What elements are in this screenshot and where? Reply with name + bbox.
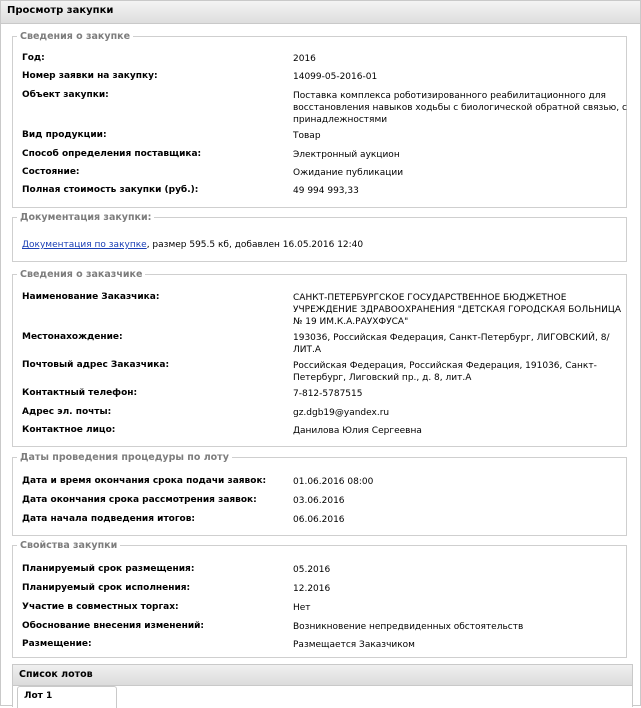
planned-placement-label: Планируемый срок размещения: — [22, 564, 195, 574]
planned-execution-value: 12.2016 — [293, 584, 331, 594]
year-label: Год: — [22, 53, 45, 63]
documentation-legend: Документация закупки: — [20, 212, 152, 223]
review-deadline-label: Дата окончания срока рассмотрения заявок: — [22, 495, 257, 505]
results-date-value: 06.06.2016 — [293, 515, 345, 525]
customer-section — [12, 269, 627, 447]
placement-value: Размещается Заказчиком — [293, 640, 415, 650]
planned-execution-label: Планируемый срок исполнения: — [22, 583, 191, 593]
joint-tenders-label: Участие в совместных торгах: — [22, 602, 179, 612]
email-label: Адрес эл. почты: — [22, 407, 112, 417]
lots-panel — [12, 664, 633, 707]
phone-value: 7-812-5787515 — [293, 389, 363, 399]
phone-label: Контактный телефон: — [22, 388, 138, 398]
request-number-label: Номер заявки на закупку: — [22, 71, 158, 81]
supplier-method-value: Электронный аукцион — [293, 150, 400, 160]
planned-placement-value: 05.2016 — [293, 565, 331, 575]
documentation-link[interactable]: Документация по закупке — [22, 240, 147, 250]
properties-section — [12, 540, 627, 658]
email-value: gz.dgb19@yandex.ru — [293, 408, 390, 418]
documentation-line — [22, 240, 363, 250]
postal-address-label: Почтовый адрес Заказчика: — [22, 360, 170, 370]
postal-address-value: Российская Федерация, Российская Федерация, 191036, Санкт-Петербург, Лиговский пр., д. 8, лит.А — [293, 361, 597, 383]
state-label: Состояние: — [22, 167, 80, 177]
customer-name-value: САНКТ-ПЕТЕРБУРГСКОЕ ГОСУДАРСТВЕННОЕ БЮДЖЕТНОЕ УЧРЕЖДЕНИЕ ЗДРАВООХРАНЕНИЯ "ДЕТСКАЯ ГОРОДСКАЯ БОЛЬНИЦА № 19 ИМ.К.А.РАУХФУСА" — [293, 293, 621, 327]
placement-label: Размещение: — [22, 639, 92, 649]
total-cost-value: 49 994 993,33 — [293, 186, 359, 196]
joint-tenders-value: Нет — [293, 603, 311, 613]
dates-legend: Даты проведения процедуры по лоту — [20, 452, 229, 463]
product-type-label: Вид продукции: — [22, 130, 107, 140]
results-date-label: Дата начала подведения итогов: — [22, 514, 196, 524]
contact-person-label: Контактное лицо: — [22, 425, 116, 435]
year-value: 2016 — [293, 54, 316, 64]
dates-section — [12, 452, 627, 536]
customer-legend: Сведения о заказчике — [20, 269, 143, 280]
change-reason-value: Возникновение непредвиденных обстоятельств — [293, 622, 524, 632]
customer-name-label: Наименование Заказчика: — [22, 292, 160, 302]
submission-deadline-label: Дата и время окончания срока подачи заявок: — [22, 476, 267, 486]
purchase-info-section — [12, 31, 627, 208]
location-label: Местонахождение: — [22, 332, 123, 342]
lots-header: Список лотов — [13, 665, 632, 686]
properties-legend: Свойства закупки — [20, 540, 118, 551]
state-value: Ожидание публикации — [293, 168, 404, 178]
tab-lot-1[interactable]: Лот 1 — [17, 686, 117, 708]
supplier-method-label: Способ определения поставщика: — [22, 149, 202, 159]
purchase-object-label: Объект закупки: — [22, 90, 109, 100]
review-deadline-value: 03.06.2016 — [293, 496, 345, 506]
documentation-info: , размер 595.5 кб, добавлен 16.05.2016 12:40 — [146, 240, 364, 250]
submission-deadline-value: 01.06.2016 08:00 — [293, 477, 374, 487]
total-cost-label: Полная стоимость закупки (руб.): — [22, 185, 199, 195]
purchase-info-legend: Сведения о закупке — [20, 31, 131, 42]
documentation-section — [12, 212, 627, 262]
product-type-value: Товар — [293, 131, 321, 141]
change-reason-label: Обоснование внесения изменений: — [22, 621, 205, 631]
request-number-value: 14099-05-2016-01 — [293, 72, 378, 82]
purchase-object-value: Поставка комплекса роботизированного реабилитационного для восстановления навыков ходьбы с биологической обратной связью, с принадлежностями — [293, 91, 627, 125]
location-value: 193036, Российская Федерация, Санкт-Петербург, ЛИГОВСКИЙ, 8/ЛИТ.А — [293, 333, 610, 355]
page-title: Просмотр закупки — [1, 1, 640, 24]
contact-person-value: Данилова Юлия Сергеевна — [293, 426, 422, 436]
